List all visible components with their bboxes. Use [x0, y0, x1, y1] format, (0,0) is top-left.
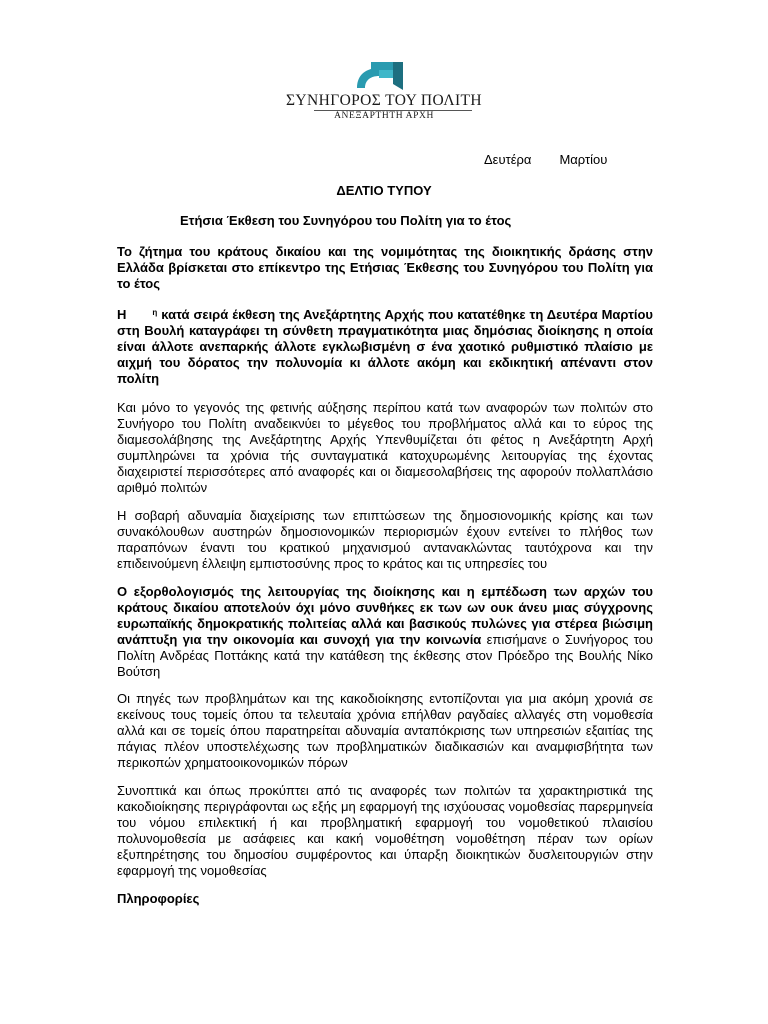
paragraph-summary: Συνοπτικά και όπως προκύπτει από τις αναφορές των πολιτών τα χαρακτηριστικά της κακοδιοίκησης περιγράφονται ως εξής μη εφαρμογή της ισχύουσας νομοθεσίας παρερμηνεία του νόμου επιλεκτική ή και προβληματική εφαρμογή του νομοθετικού πλαισίου πολυνομοθεσία με ασάφειες και κακή νομοθέτηση νομοθέτηση πέραν των ορίων εξυπηρέτησης του δημοσίου συμφέροντος και ύπαρξη διοικητικών δυσλειτουργιών στην εφαρμογή της νομοθεσίας — [117, 783, 653, 878]
intro-superscript: η — [152, 308, 158, 317]
org-subtitle: ΑΝΕΞΑΡΤΗΤΗ ΑΡΧΗ — [334, 111, 434, 121]
paragraph-sources: Οι πηγές των προβλημάτων και της κακοδιοίκησης εντοπίζονται για μια ακόμη χρονιά σε εκείνους τους τομείς όπου τα τελευταία χρόνια επήλθαν ραγδαίες αλλαγές στη νομοθεσία αλλά και σε τομείς όπου παρατηρείται αδυναμία ανταπόκρισης των υπηρεσιών εξαιτίας της πάγιας πλέον υποστελέχωσης των προβληματικών διαδικασιών και αναμφισβήτητα των περικοπών χρηματοοικονομικών πόρων — [117, 691, 653, 770]
document-subtitle: Ετήσια Έκθεση του Συνηγόρου του Πολίτη για το έτος — [180, 213, 512, 228]
logo — [284, 54, 484, 126]
document-title: ΔΕΛΤΙΟ ΤΥΠΟΥ — [336, 183, 432, 198]
quote-paragraph — [117, 584, 653, 680]
date-month: Μαρτίου — [559, 152, 608, 167]
intro-text: κατά σειρά έκθεση της Ανεξάρτητης Αρχής που κατατέθηκε τη Δευτέρα Μαρτίου στη Βουλή καταγράφει τη σύνθετη πραγματικότητα μιας δημόσιας διοίκησης η οποία είναι άλλοτε ανεπαρκής άλλοτε εγκλωβισμένη σ ένα χαοτικό ρυθμιστικό πλαίσιο με αιχμή του δόρατος την πολυνομία κι άλλοτε ακόμη και εκδικητική απέναντι στον πολίτη — [117, 307, 653, 386]
lead-paragraph: Το ζήτημα του κράτους δικαίου και της νομιμότητας της διοικητικής δράσης στην Ελλάδα βρίσκεται στο επίκεντρο της Ετήσιας Έκθεσης του Συνηγόρου του Πολίτη για το έτος — [117, 244, 653, 291]
ombudsman-logo-icon — [349, 54, 419, 92]
date-day: Δευτέρα — [484, 152, 532, 167]
paragraph-increase: Και μόνο το γεγονός της φετινής αύξησης περίπου κατά των αναφορών των πολιτών στο Συνήγορο του Πολίτη αναδεικνύει το μέγεθος του προβλήματος αλλά και το εύρος της διαμεσολάβησης της Ανεξάρτητης Αρχής Υπενθυμίζεται ότι φέτος η Ανεξάρτητη Αρχή συμπληρώνει τα χρόνια τής συνταγματικά κατοχυρωμένης λειτουργίας της έχοντας διαχειριστεί περισσότερες από αναφορές και οι διαμεσολαβήσεις της αφορούν πολλαπλάσιο αριθμό πολιτών — [117, 400, 653, 495]
intro-initial: Η — [117, 307, 127, 322]
info-heading: Πληροφορίες — [117, 891, 200, 906]
org-name: ΣΥΝΗΓΟΡΟΣ ΤΟΥ ΠΟΛΙΤΗ — [286, 92, 482, 109]
intro-paragraph — [117, 307, 653, 387]
quote-attribution: επισήμανε ο Συνήγορος του Πολίτη Ανδρέας Ποττάκης κατά την κατάθεση της έκθεσης στον Πρόεδρο της Βουλής Νίκο Βούτση — [117, 632, 653, 679]
dateline — [484, 152, 607, 167]
paragraph-crisis: Η σοβαρή αδυναμία διαχείρισης των επιπτώσεων της δημοσιονομικής κρίσης και των συνακόλουθων αυστηρών δημοσιονομικών περιορισμών έχουν εντείνει το πλήθος των παραπόνων έναντι του κρατικού μηχανισμού αντανακλώντας ταυτόχρονα και την επιδεινούμενη έλλειψη εμπιστοσύνης προς το κράτος και τις υπηρεσίες του — [117, 508, 653, 571]
quote-bold-text: Ο εξορθολογισμός της λειτουργίας της διοίκησης και η εμπέδωση των αρχών του κράτους δικαίου αποτελούν όχι μόνο συνθήκες εκ των ων ουκ άνευ μιας σύγχρονης ευρωπαϊκής δημοκρατικής πολιτείας αλλά και βασικούς πυλώνες για στέρεα βιώσιμη ανάπτυξη για την οικονομία και συνοχή για την κοινωνία — [117, 584, 653, 647]
